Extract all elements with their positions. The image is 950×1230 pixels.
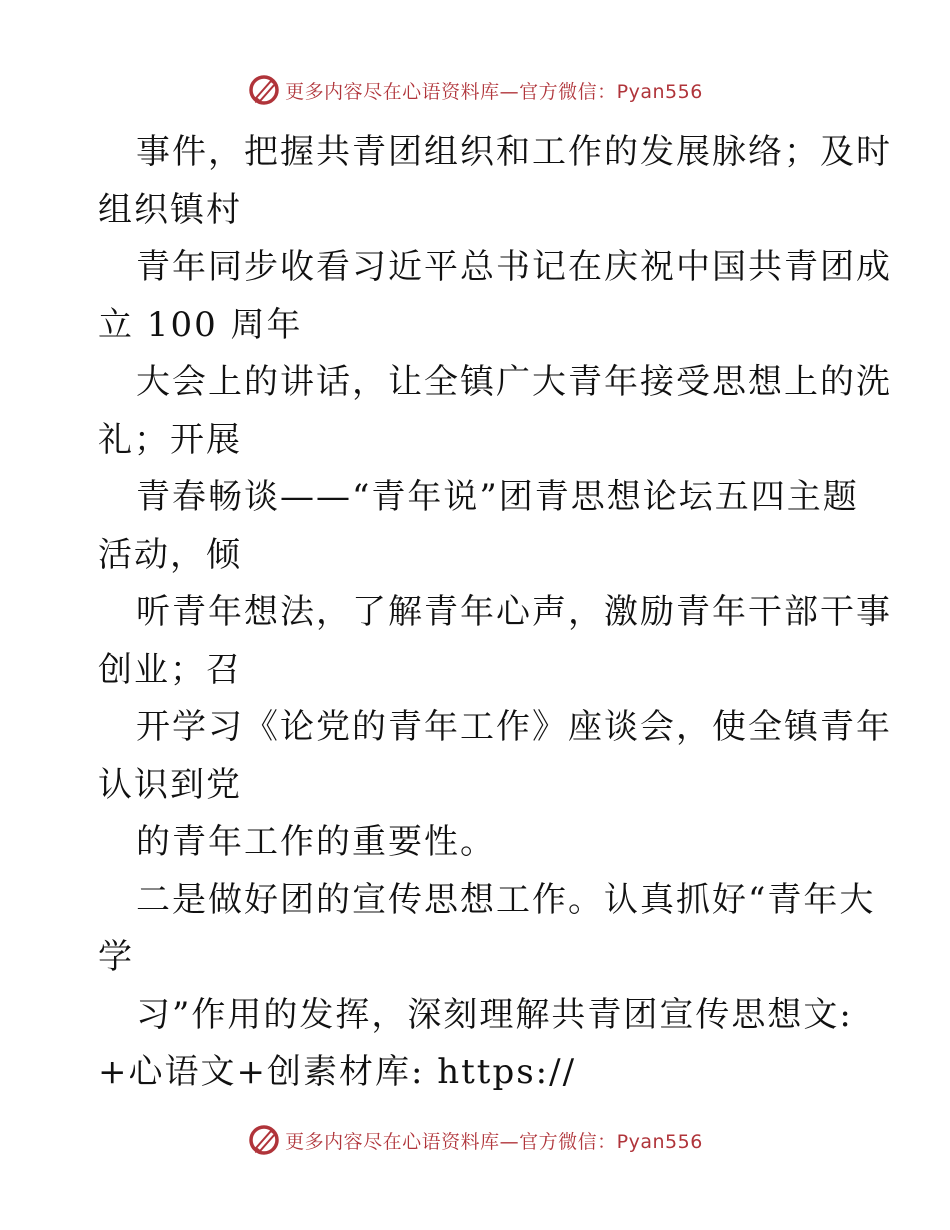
body-line-15: 学	[98, 937, 134, 977]
document-body	[98, 124, 892, 1102]
footer-watermark-inner	[247, 1123, 703, 1157]
body-line-5: 大会上的讲话，让全镇广大青年接受思想上的洗	[136, 362, 892, 402]
body-line-4: 立 100 周年	[98, 304, 303, 345]
body-line-10: 创业；召	[98, 649, 242, 690]
body-line-1: 事件，把握共青团组织和工作的发展脉络；及时	[136, 132, 892, 172]
body-line-13: 的青年工作的重要性。	[136, 822, 496, 862]
body-line-3: 青年同步收看习近平总书记在庆祝中国共青团成	[136, 247, 892, 287]
body-line-8: 活动，倾	[98, 534, 242, 575]
body-line-12: 认识到党	[98, 764, 242, 805]
body-line-14: 二是做好团的宣传思想工作。认真抓好“青年大	[136, 879, 876, 920]
pen-circle-logo-icon	[247, 1123, 281, 1157]
header-watermark-text: 更多内容尽在心语资料库—官方微信：Pyan556	[285, 80, 703, 103]
body-line-2: 组织镇村	[98, 189, 242, 230]
body-line-17: +心语文+创素材库: https://	[98, 1052, 577, 1092]
header-watermark-inner	[247, 73, 703, 107]
body-line-11: 开学习《论党的青年工作》座谈会，使全镇青年	[136, 707, 892, 747]
header-watermark	[0, 70, 950, 110]
body-line-16: 习”作用的发挥，深刻理解共青团宣传思想文:	[136, 994, 853, 1035]
body-line-7: 青春畅谈——“青年说”团青思想论坛五四主题	[136, 477, 859, 517]
footer-watermark-text: 更多内容尽在心语资料库—官方微信：Pyan556	[285, 1130, 703, 1153]
body-line-6: 礼；开展	[98, 419, 242, 460]
footer-watermark	[0, 1120, 950, 1160]
body-line-9: 听青年想法，了解青年心声，激励青年干部干事	[136, 592, 892, 632]
pen-circle-logo-icon	[247, 73, 281, 107]
